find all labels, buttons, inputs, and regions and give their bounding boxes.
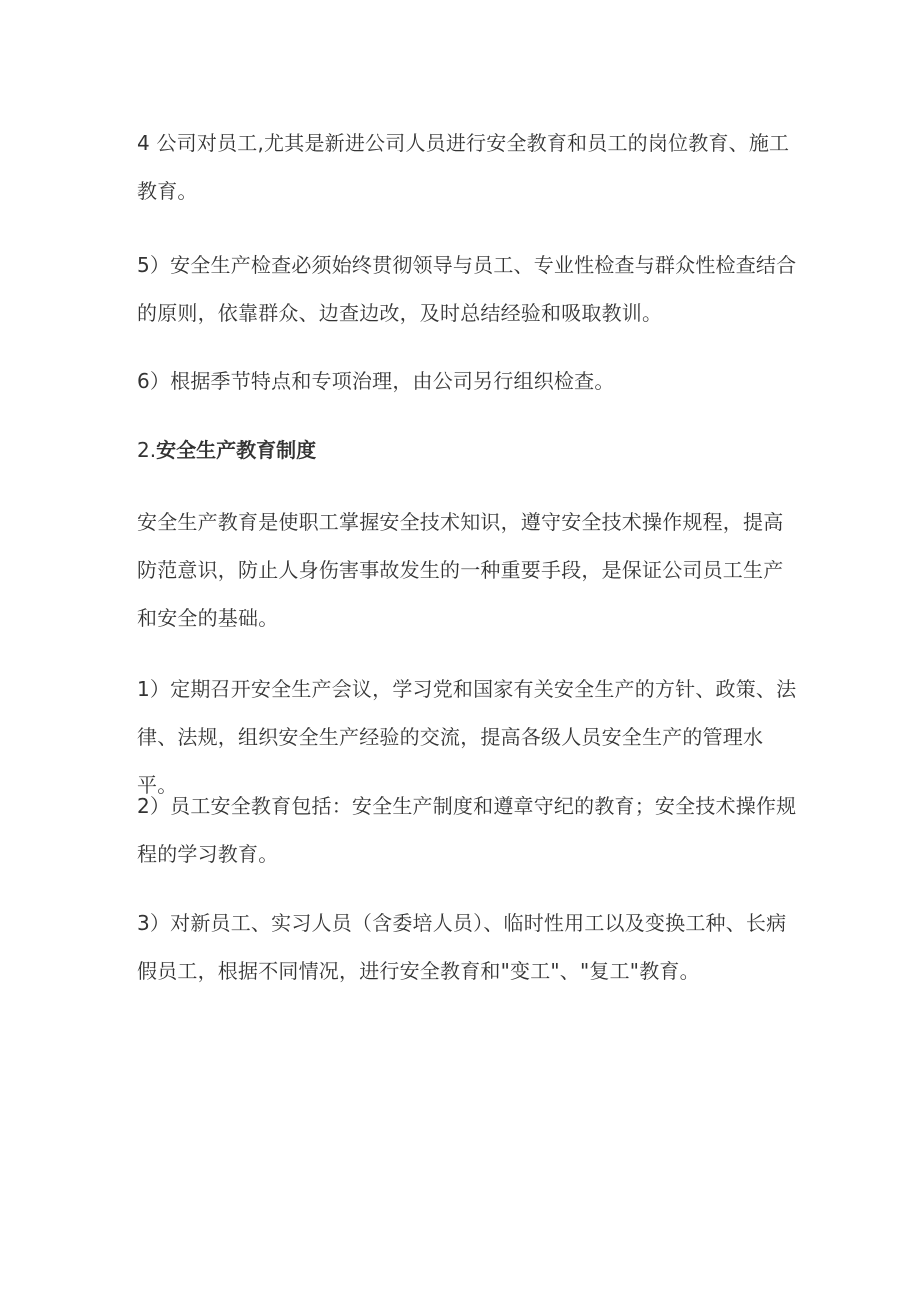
section-intro-paragraph: 安全生产教育是使职工掌握安全技术知识，遵守安全技术操作规程，提高防范意识，防止人身伤害事故发生的一种重要手段，是保证公司员工生产和安全的基础。 <box>137 510 784 630</box>
section-title: 安全生产教育制度 <box>156 438 317 462</box>
section-number: 2. <box>137 438 157 462</box>
section-item-1: 1）定期召开安全生产会议，学习党和国家有关安全生产的方针、政策、法律、法规，组织安全生产经验的交流，提高各级人员安全生产的管理水平。 <box>137 677 797 797</box>
paragraph-item-4: 4 公司对员工,尤其是新进公司人员进行安全教育和员工的岗位教育、施工教育。 <box>137 131 790 203</box>
section-item-3: 3）对新员工、实习人员（含委培人员）、临时性用工以及变换工种、长病假员工，根据不同情况，进行安全教育和"变工"、"复工"教育。 <box>137 911 787 983</box>
section-item-2: 2）员工安全教育包括：安全生产制度和遵章守纪的教育；安全技术操作规程的学习教育。 <box>137 794 797 866</box>
paragraph-item-5: 5）安全生产检查必须始终贯彻领导与员工、专业性检查与群众性检查结合的原则，依靠群众、边查边改，及时总结经验和吸取教训。 <box>137 253 797 325</box>
paragraph-item-6: 6）根据季节特点和专项治理，由公司另行组织检查。 <box>137 369 615 393</box>
section-heading <box>137 426 316 474</box>
